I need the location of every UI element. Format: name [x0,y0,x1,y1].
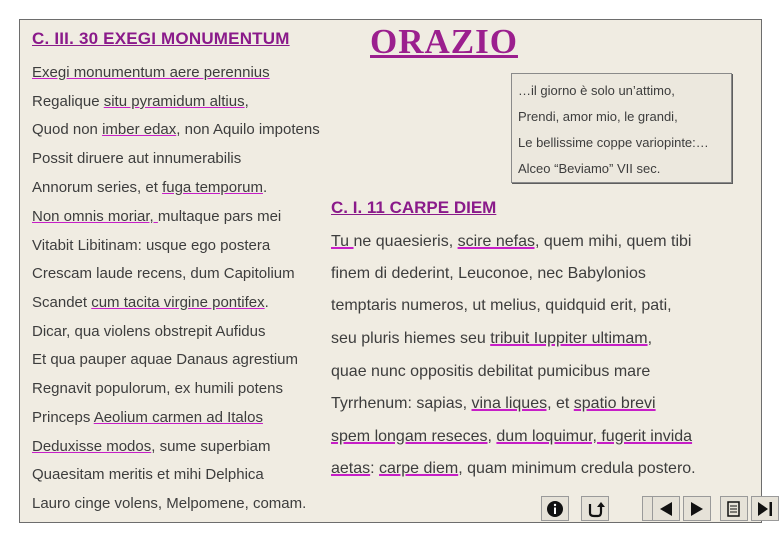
last-slide-button[interactable] [751,496,779,521]
text-run: multaque pars mei [157,208,282,225]
highlighted-phrase: cum tacita virgine pontifex [91,294,265,311]
quote-box [511,73,732,183]
text-run: , sume superbiam [151,438,271,455]
last-slide-icon [755,499,775,519]
text-run: Possit diruere aut innumerabilis [32,150,242,167]
text-run: Et qua pauper aquae Danaus agrestium [32,351,299,368]
poem-line [32,121,320,138]
carpe-line [331,297,672,315]
highlighted-phrase: scire nefas, [457,233,540,250]
carpe-line [331,395,656,413]
highlighted-phrase: fuga temporum [162,179,263,196]
info-button[interactable] [541,496,569,521]
poem-line [32,179,267,196]
quote-line: …il giorno è solo un’attimo, [518,83,675,98]
text-run: , non Aquilo impotens [176,121,320,138]
text-run: , [244,93,249,110]
highlighted-phrase: Exegi monumentum aere perennius [32,64,270,81]
poem-line [32,323,265,340]
text-run: Tyrrhenum: sapias, [331,395,472,412]
text-run: Regnavit populorum, ex humili potens [32,380,283,397]
carpe-line [331,330,652,348]
quote-line: Alceo “Beviamo” VII sec. [518,161,661,176]
text-run: Vitabit Libitinam: usque ego postera [32,237,271,254]
text-run: Lauro cinge volens, Melpomene, comam. [32,495,307,512]
highlighted-phrase: tribuit Iuppiter ultimam [490,330,648,347]
text-run: , [647,330,653,347]
quote-line: Le bellissime coppe variopinte:… [518,135,709,150]
poem-line [32,351,298,368]
poem-line [32,495,306,512]
highlighted-phrase: spem longam reseces [331,428,488,445]
poem-line [32,237,270,254]
return-icon [585,499,605,519]
text-run: Quod non [32,121,103,138]
text-run: Quaesitam meritis et mihi Delphica [32,466,264,483]
highlighted-phrase: vina liques, [471,395,552,412]
highlighted-phrase: spatio brevi [573,395,656,412]
previous-slide-icon [656,499,676,519]
text-run: Scandet [32,294,92,311]
text-run: Dicar, qua violens obstrepit Aufidus [32,323,266,340]
text-run: seu pluris hiemes seu [331,330,491,347]
text-run: . [262,179,268,196]
text-run: finem di dederint, Leuconoe, nec Babylonios [331,265,646,282]
next-slide-icon [687,499,707,519]
highlighted-phrase: Tu [331,233,354,250]
poem-line [32,265,295,282]
text-run: Annorum series, et [32,179,163,196]
carpe-line [331,428,692,446]
carpe-line [331,363,650,381]
highlighted-phrase: Non omnis moriar, [32,208,158,225]
end-button[interactable] [720,496,748,521]
highlighted-phrase: Aeolium carmen ad Italos [93,409,263,426]
text-run: ne quaesieris, [353,233,458,250]
text-run: : [370,460,380,477]
text-run: temptaris numeros, ut melius, quidquid erit, pati, [331,297,672,314]
text-run: . [264,294,269,311]
poem-line [32,409,263,426]
return-button[interactable] [581,496,609,521]
carpe-diem-title: C. I. 11 CARPE DIEM [331,198,497,217]
poem-line [32,466,264,483]
carpe-line [331,233,691,251]
poem-line [32,93,249,110]
poem-line [32,150,241,167]
carpe-line [331,460,696,478]
text-run: et [551,395,574,412]
carpe-line [331,265,646,283]
highlighted-phrase: situ pyramidum altius [103,93,245,110]
text-run: quem mihi, quem tibi [539,233,692,250]
text-run: quae nunc oppositis debilitat pumicibus mare [331,363,651,380]
text-run: Regalique [32,93,104,110]
poem-line [32,64,270,81]
text-run: Princeps [32,409,94,426]
highlighted-phrase: dum loquimur, fugerit invida [496,428,693,445]
poem-line [32,438,270,455]
poem-line [32,294,269,311]
end-icon [724,499,744,519]
quote-line: Prendi, amor mio, le grandi, [518,109,678,124]
slide [19,19,762,523]
poem-line [32,380,283,397]
previous-slide-button[interactable] [652,496,680,521]
highlighted-phrase: imber edax [102,121,177,138]
highlighted-phrase: carpe diem [379,460,459,477]
text-run: , quam minimum credula postero. [458,460,696,477]
highlighted-phrase: Deduxisse modos [32,438,152,455]
text-run: Crescam laude recens, dum Capitolium [32,265,295,282]
author-title: ORAZIO [370,22,518,61]
poem-line [32,208,281,225]
highlighted-phrase: aetas [331,460,371,477]
poem-title: C. III. 30 EXEGI MONUMENTUM [32,29,290,48]
text-run: , [487,428,497,445]
info-icon [545,499,565,519]
next-slide-button[interactable] [683,496,711,521]
